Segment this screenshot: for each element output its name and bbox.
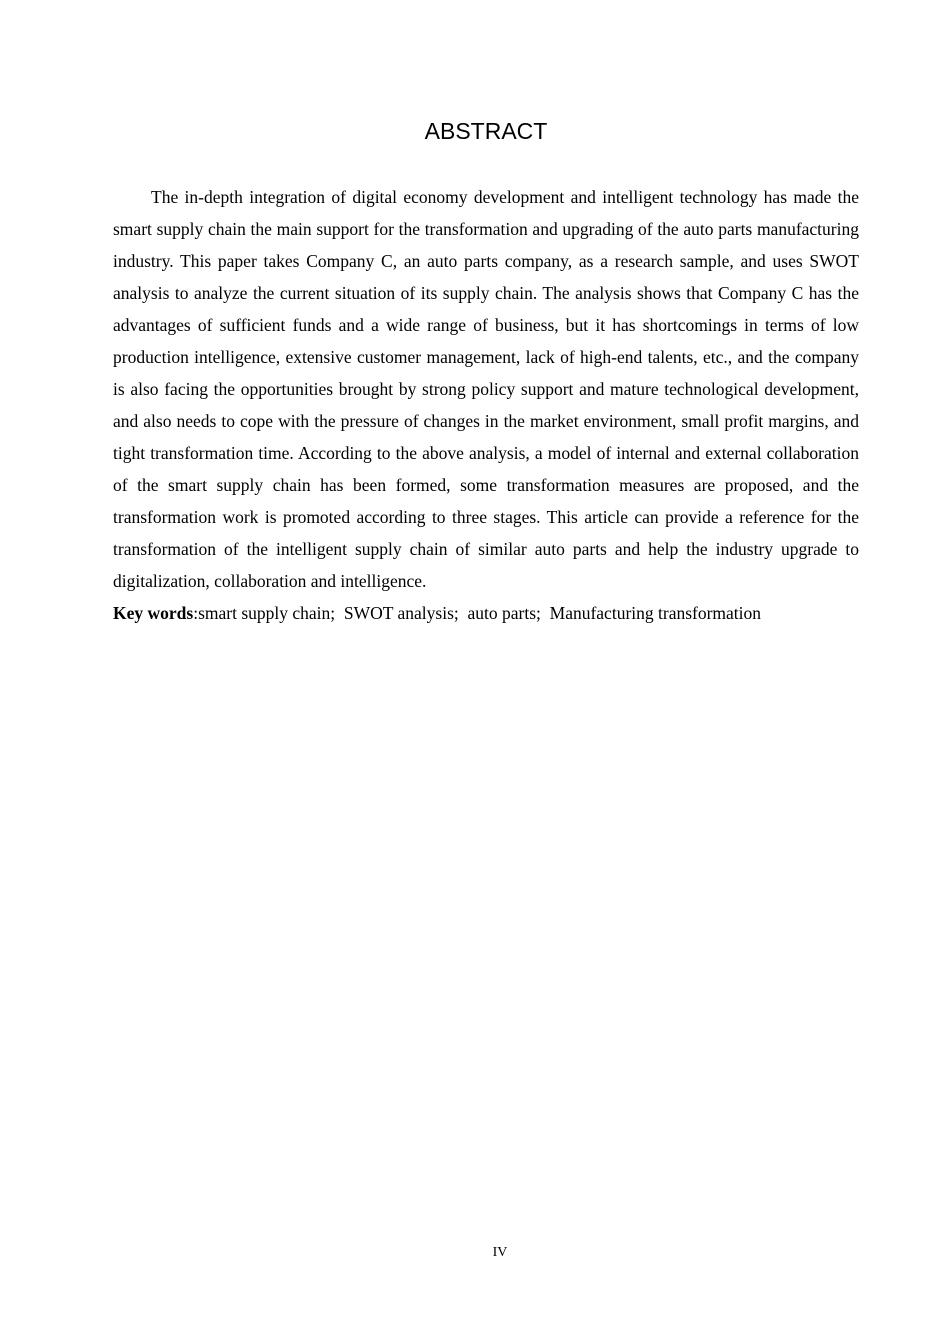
abstract-body bbox=[113, 181, 859, 629]
page-number: IV bbox=[492, 1245, 508, 1260]
keywords-label: Key words bbox=[113, 603, 194, 623]
keywords-list: :smart supply chain; SWOT analysis; auto parts; Manufacturing transformation bbox=[193, 603, 762, 623]
abstract-title: ABSTRACT bbox=[424, 118, 548, 144]
abstract-paragraph: The in-depth integration of digital economy development and intelligent technology has made the smart supply chain the main support for the transformation and upgrading of the auto parts manufacturing industry. This paper takes Company C, an auto parts company, as a research sample, and uses SWOT analysis to analyze the current situation of its supply chain. The analysis shows that Company C has the advantages of sufficient funds and a wide range of business, but it has shortcomings in terms of low production intelligence, extensive customer management, lack of high-end talents, etc., and the company is also facing the opportunities brought by strong policy support and mature technological development, and also needs to cope with the pressure of changes in the market environment, small profit margins, and tight transformation time. According to the above analysis, a model of internal and external collaboration of the smart supply chain has been formed, some transformation measures are proposed, and the transformation work is promoted according to three stages. This article can provide a reference for the transformation of the intelligent supply chain of similar auto parts and help the industry upgrade to digitalization, collaboration and intelligence. bbox=[113, 187, 859, 591]
keywords-line bbox=[113, 597, 859, 629]
